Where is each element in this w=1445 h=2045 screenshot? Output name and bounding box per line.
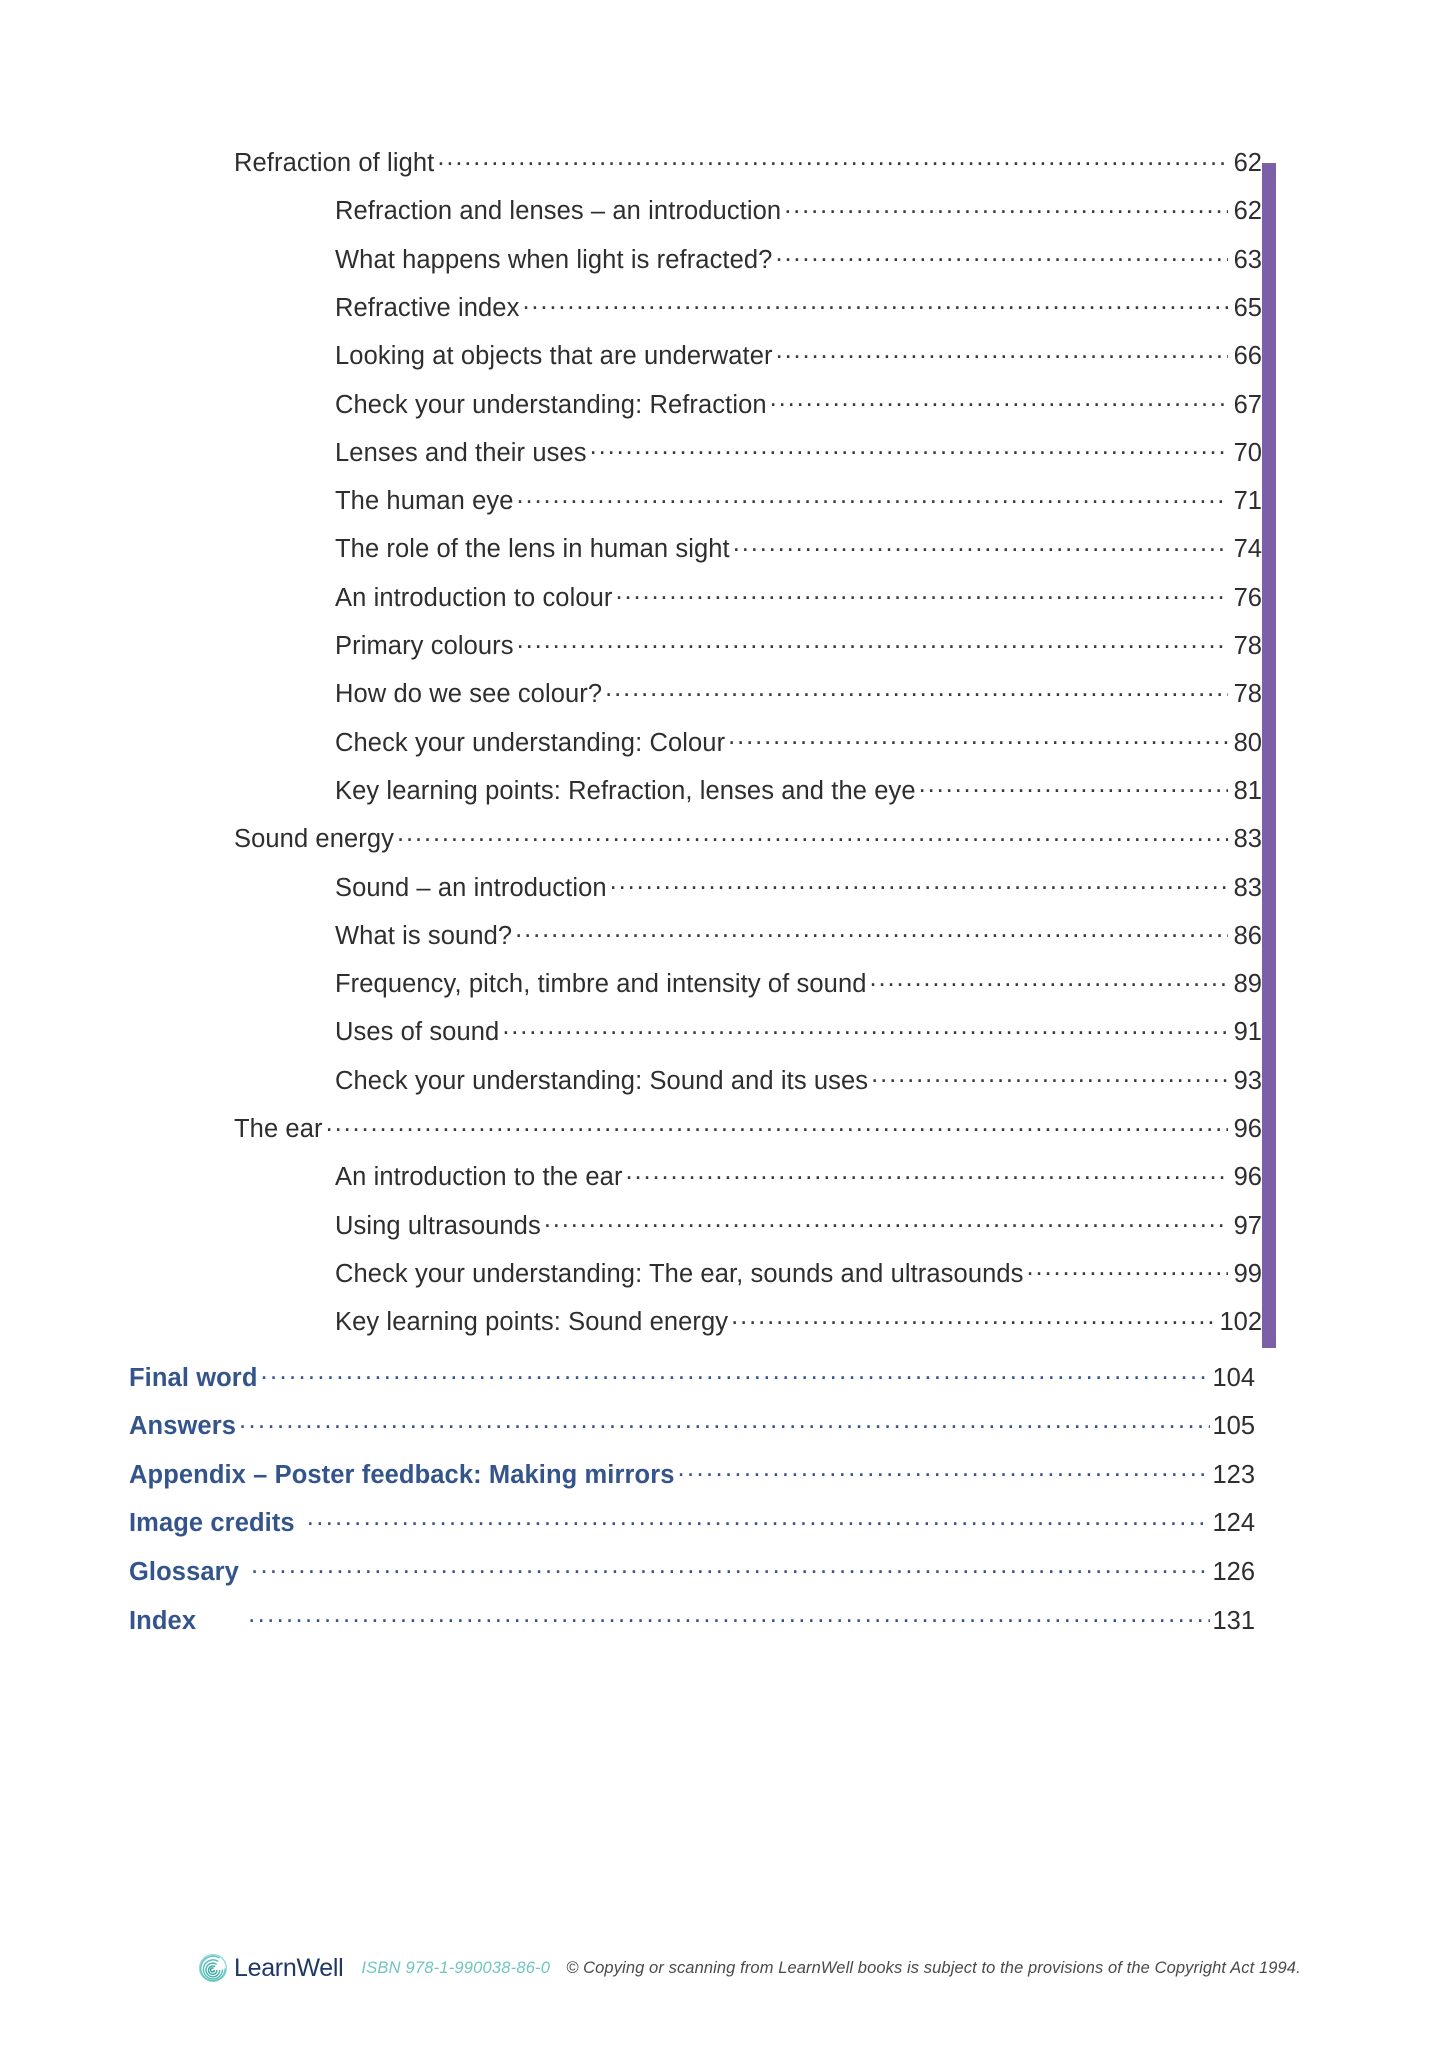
toc-entry[interactable] (234, 825, 1262, 854)
toc-entry-page-number: 91 (1233, 1018, 1262, 1047)
toc-entry-page-number: 96 (1233, 1163, 1262, 1192)
toc-entry[interactable] (129, 1509, 1255, 1538)
toc-entry[interactable] (335, 246, 1262, 275)
toc-entry-title: Sound – an introduction (335, 873, 607, 902)
toc-entry[interactable] (335, 729, 1262, 758)
toc-entry-page-number: 89 (1233, 970, 1262, 999)
page-footer (0, 1938, 1445, 1998)
toc-entry-title: Refraction of light (234, 149, 435, 177)
toc-leader-dots (437, 155, 1228, 171)
copyright-notice: © Copying or scanning from LearnWell books is subject to the provisions of the Copyright Act 1994. (566, 1958, 1301, 1977)
toc-entry[interactable] (129, 1412, 1255, 1441)
toc-entry-page-number: 104 (1212, 1363, 1255, 1392)
toc-leader-dots (248, 1613, 1210, 1629)
toc-entry-title: Refractive index (335, 293, 520, 322)
toc-entry-title: Check your understanding: Colour (335, 728, 726, 757)
toc-entry-title: Key learning points: Sound energy (335, 1308, 729, 1337)
toc-leader-dots (784, 203, 1228, 219)
toc-entry-title: The ear (234, 1115, 323, 1143)
toc-leader-dots (605, 686, 1228, 702)
toc-leader-dots (307, 1515, 1211, 1531)
toc-entry-title: How do we see colour? (335, 680, 603, 709)
toc-leader-dots (1027, 1266, 1228, 1282)
toc-entry-page-number: 78 (1233, 632, 1262, 660)
toc-entry-title: Looking at objects that are underwater (335, 342, 773, 371)
toc-entry-title: Check your understanding: Refraction (335, 390, 767, 419)
toc-entry-title: Sound energy (234, 825, 394, 854)
toc-leader-dots (919, 783, 1228, 799)
toc-entry-page-number: 96 (1233, 1115, 1262, 1143)
toc-entry-page-number: 83 (1233, 873, 1262, 902)
toc-leader-dots (626, 1169, 1228, 1185)
toc-entry-page-number: 66 (1233, 342, 1262, 371)
toc-entry[interactable] (335, 487, 1262, 516)
toc-entry-title: Refraction and lenses – an introduction (335, 197, 782, 226)
toc-entry-page-number: 93 (1233, 1066, 1262, 1095)
toc-leader-dots (397, 831, 1228, 847)
toc-entry[interactable] (335, 777, 1262, 806)
toc-entry-title: Final word (129, 1363, 258, 1392)
toc-entry-title: Uses of sound (335, 1018, 500, 1047)
toc-entry-page-number: 81 (1233, 776, 1262, 805)
toc-entry-page-number: 123 (1212, 1460, 1255, 1489)
toc-entry-page-number: 86 (1233, 921, 1262, 950)
toc-entry-title: What happens when light is refracted? (335, 245, 773, 274)
toc-entry-title: Check your understanding: The ear, sounds and ultrasounds (335, 1259, 1024, 1288)
toc-leader-dots (610, 880, 1228, 896)
toc-entry-page-number: 124 (1212, 1509, 1255, 1538)
toc-leader-dots (776, 348, 1228, 364)
toc-leader-dots (326, 1121, 1228, 1137)
toc-entry-page-number: 65 (1233, 293, 1262, 322)
toc-entry-page-number: 63 (1233, 245, 1262, 274)
toc-entry-title: The human eye (335, 487, 514, 516)
toc-entry-title: Index (129, 1606, 197, 1635)
toc-entry-page-number: 99 (1233, 1259, 1262, 1288)
toc-entry-title: Check your understanding: Sound and its uses (335, 1066, 869, 1095)
toc-entry-page-number: 97 (1233, 1211, 1262, 1240)
toc-entry[interactable] (335, 391, 1262, 420)
toc-entry[interactable] (335, 922, 1262, 951)
toc-entry[interactable] (129, 1607, 1255, 1636)
toc-entry-page-number: 102 (1219, 1308, 1262, 1337)
isbn-text: ISBN 978-1-990038-86-0 (361, 1958, 551, 1977)
toc-entry-page-number: 105 (1212, 1412, 1255, 1441)
toc-entry-title: Glossary (129, 1557, 239, 1586)
toc-entry[interactable] (335, 1067, 1262, 1096)
toc-entry-title: Frequency, pitch, timbre and intensity of sound (335, 970, 867, 999)
toc-leader-dots (517, 638, 1228, 654)
toc-leader-dots (616, 590, 1229, 606)
toc-entry-title: Lenses and their uses (335, 438, 587, 467)
toc-entry[interactable] (335, 874, 1262, 903)
toc-leader-dots (251, 1564, 1211, 1580)
toc-leader-dots (544, 1218, 1228, 1234)
toc-leader-dots (770, 397, 1228, 413)
toc-leader-dots (870, 976, 1228, 992)
toc-entry[interactable] (129, 1461, 1255, 1490)
toc-entry-title: Image credits (129, 1509, 295, 1538)
toc-entry[interactable] (129, 1558, 1255, 1587)
toc-entry[interactable] (335, 1260, 1262, 1289)
toc-entry-page-number: 83 (1233, 825, 1262, 854)
toc-entry-page-number: 78 (1233, 680, 1262, 709)
toc-leader-dots (871, 1073, 1228, 1089)
toc-entry[interactable] (335, 1212, 1262, 1241)
toc-entry-page-number: 80 (1233, 728, 1262, 757)
toc-entry-page-number: 131 (1212, 1606, 1255, 1635)
spiral-icon (198, 1953, 228, 1983)
toc-entry[interactable] (234, 1115, 1262, 1144)
toc-leader-dots (517, 493, 1229, 509)
toc-entry-page-number: 62 (1233, 197, 1262, 226)
toc-leader-dots (733, 541, 1228, 557)
toc-entry-title: An introduction to colour (335, 583, 613, 612)
toc-leader-dots (590, 445, 1228, 461)
toc-entry[interactable] (335, 1018, 1262, 1047)
toc-leader-dots (239, 1418, 1210, 1434)
toc-entry-page-number: 71 (1233, 487, 1262, 516)
toc-entry[interactable] (129, 1364, 1255, 1393)
toc-entry[interactable] (335, 439, 1262, 468)
toc-entry-title: Appendix – Poster feedback: Making mirrors (129, 1460, 675, 1489)
toc-entry-page-number: 76 (1233, 583, 1262, 612)
toc-entry-page-number: 70 (1233, 438, 1262, 467)
toc-leader-dots (502, 1024, 1228, 1040)
toc-entry[interactable] (335, 680, 1262, 709)
toc-leader-dots (731, 1314, 1217, 1330)
toc-entry[interactable] (234, 149, 1262, 178)
toc-entry-title: The role of the lens in human sight (335, 535, 730, 564)
toc-leader-dots (522, 300, 1228, 316)
toc-entry[interactable] (335, 535, 1262, 564)
toc-leader-dots (775, 252, 1228, 268)
purple-accent-bar (1262, 163, 1276, 1348)
toc-entry-title: Key learning points: Refraction, lenses and the eye (335, 776, 916, 805)
toc-entry-title: Answers (129, 1412, 236, 1441)
learnwell-wordmark: LearnWell (234, 1953, 344, 1982)
toc-entry[interactable] (335, 294, 1262, 323)
toc-entry[interactable] (335, 197, 1262, 226)
toc-entry[interactable] (335, 584, 1262, 613)
toc-entry-page-number: 74 (1233, 535, 1262, 564)
toc-entry-page-number: 62 (1233, 149, 1262, 177)
toc-leader-dots (261, 1370, 1211, 1386)
toc-leader-dots (678, 1467, 1211, 1483)
toc-entry-page-number: 67 (1233, 390, 1262, 419)
toc-leader-dots (515, 928, 1228, 944)
toc-entry-title: Using ultrasounds (335, 1211, 541, 1240)
toc-entry[interactable] (335, 1308, 1262, 1337)
toc-entry[interactable] (335, 342, 1262, 371)
toc-entry[interactable] (335, 1163, 1262, 1192)
toc-entry[interactable] (335, 632, 1262, 661)
toc-entry[interactable] (335, 970, 1262, 999)
toc-entry-title: What is sound? (335, 921, 513, 950)
toc-entry-title: An introduction to the ear (335, 1163, 623, 1192)
toc-entry-page-number: 126 (1212, 1557, 1255, 1586)
toc-leader-dots (728, 735, 1228, 751)
toc-entry-title: Primary colours (335, 632, 514, 660)
